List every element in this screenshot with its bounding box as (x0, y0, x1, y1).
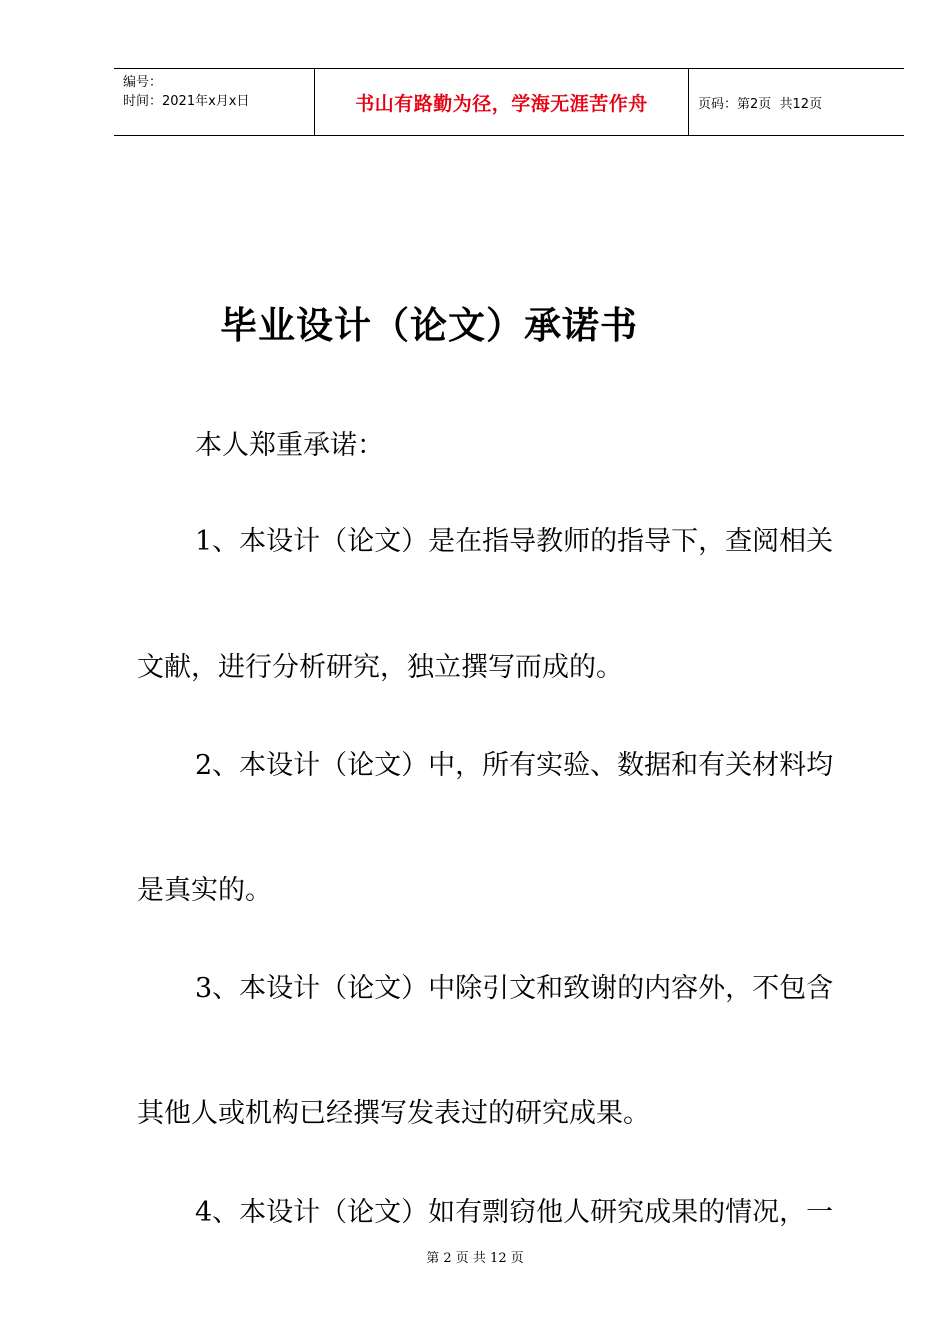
header-page-cell (689, 69, 904, 135)
header-motto-cell (315, 69, 689, 135)
page-header (114, 68, 904, 136)
paragraph-line: 文献，进行分析研究，独立撰写而成的。 (137, 652, 623, 683)
paragraph-line: 本人郑重承诺： (195, 430, 384, 461)
page-label: 页码：第2页 共12页 (698, 96, 823, 112)
document-title: 毕业设计（论文）承诺书 (220, 304, 638, 347)
time-label: 时间：2021年x月x日 (123, 94, 250, 109)
paragraph-line: 4、本设计（论文）如有剽窃他人研究成果的情况，一 (195, 1197, 834, 1228)
number-label: 编号： (123, 75, 163, 90)
paragraph-line: 3、本设计（论文）中除引文和致谢的内容外，不包含 (195, 973, 834, 1004)
page-footer: 第 2 页 共 12 页 (426, 1251, 524, 1266)
paragraph-line: 1、本设计（论文）是在指导教师的指导下，查阅相关 (195, 526, 834, 557)
paragraph-line: 2、本设计（论文）中，所有实验、数据和有关材料均 (195, 750, 834, 781)
paragraph-line: 其他人或机构已经撰写发表过的研究成果。 (137, 1098, 650, 1129)
paragraph-line: 是真实的。 (137, 875, 272, 906)
motto-text: 书山有路勤为径，学海无涯苦作舟 (355, 92, 648, 115)
header-meta-cell (114, 69, 315, 135)
